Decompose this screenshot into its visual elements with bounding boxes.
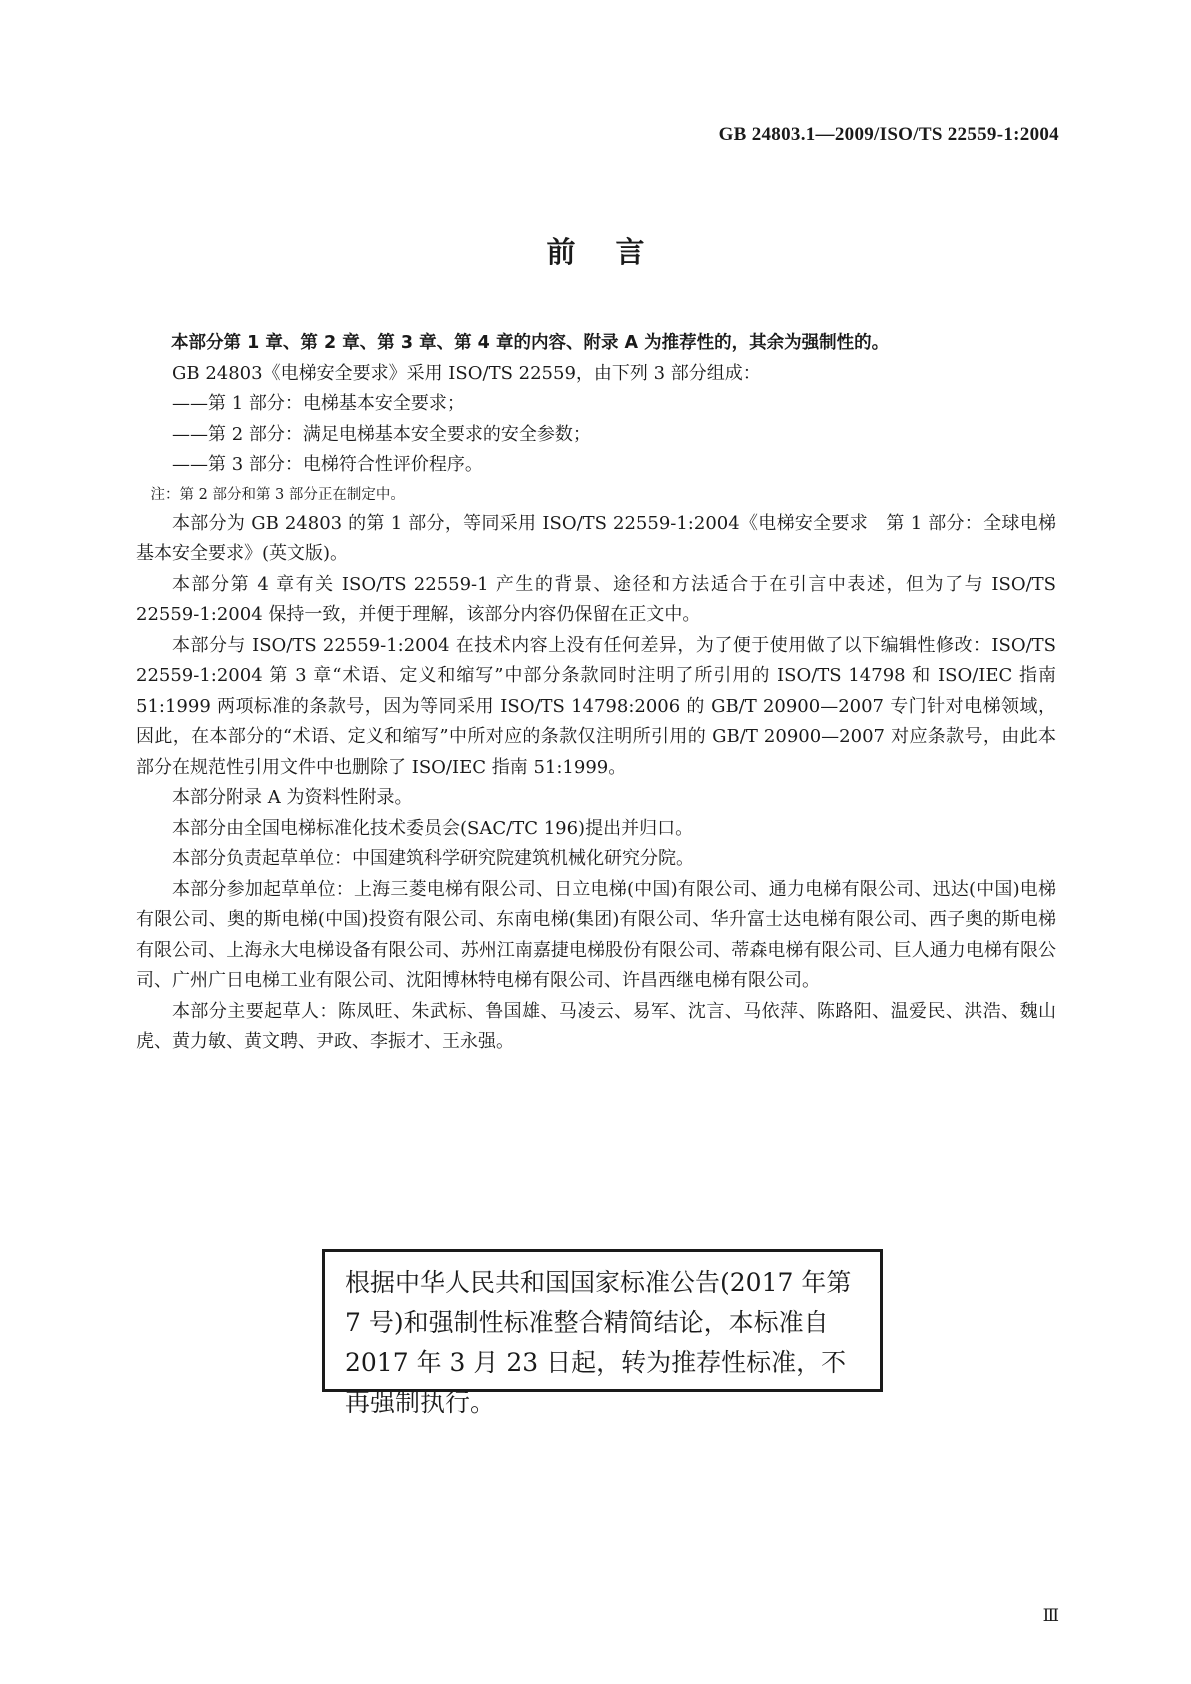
paragraph: 本部分负责起草单位：中国建筑科学研究院建筑机械化研究分院。 xyxy=(172,848,694,869)
list-item: ——第 2 部分：满足电梯基本安全要求的安全参数； xyxy=(172,423,591,445)
page-title: 前言 xyxy=(546,235,685,269)
list-item: ——第 1 部分：电梯基本安全要求； xyxy=(172,393,465,414)
paragraph: GB 24803《电梯安全要求》采用 ISO/TS 22559，由下列 3 部分组成： xyxy=(172,362,761,384)
standard-code: GB 24803.1—2009/ISO/TS 22559-1:2004 xyxy=(718,124,1059,145)
paragraph: 本部分主要起草人：陈凤旺、朱武标、鲁国雄、马凌云、易军、沈言、马依萍、陈路阳、温爱民、洪浩、魏山虎、黄力敏、黄文聘、尹政、李振才、王永强。 xyxy=(136,1000,1056,1052)
body-text xyxy=(136,328,1056,1058)
scope-statement: 本部分第 1 章、第 2 章、第 3 章、第 4 章的内容、附录 A 为推荐性的，其余为强制性的。 xyxy=(171,333,890,353)
list-item: ——第 3 部分：电梯符合性评价程序。 xyxy=(172,454,483,475)
notice-text: 根据中华人民共和国国家标准公告(2017 年第 7 号)和强制性标准整合精简结论，本标准自 2017 年 3 月 23 日起，转为推荐性标准，不再强制执行。 xyxy=(345,1268,852,1417)
paragraph: 本部分参加起草单位：上海三菱电梯有限公司、日立电梯(中国)有限公司、通力电梯有限公司、迅达(中国)电梯有限公司、奥的斯电梯(中国)投资有限公司、东南电梯(集团)有限公司、华升富士达电梯有限公司、西子奥的斯电梯有限公司、上海永大电梯设备有限公司、苏州江南嘉捷电梯股份有限公司、蒂森电梯有限公司、巨人通力电梯有限公司、广州广日电梯工业有限公司、沈阳博林特电梯有限公司、许昌西继电梯有限公司。 xyxy=(136,878,1056,991)
note: 注：第 2 部分和第 3 部分正在制定中。 xyxy=(150,486,405,503)
notice-box xyxy=(322,1249,883,1417)
paragraph: 本部分由全国电梯标准化技术委员会(SAC/TC 196)提出并归口。 xyxy=(172,817,694,839)
paragraph: 本部分与 ISO/TS 22559-1:2004 在技术内容上没有任何差异，为了便于使用做了以下编辑性修改：ISO/TS 22559-1:2004 第 3 章“术语、定义和缩写”中部分条款同时注明了所引用的 ISO/TS 14798 和 ISO/IEC 指南 51:1999 两项标准的条款号，因为等同采用 ISO/TS 14798:2006 的 GB/T 20900—2007 专门针对电梯领域，因此，在本部分的“术语、定义和缩写”中所对应的条款仅注明所引用的 GB/T 20900—2007 对应条款号，由此本部分在规范性引用文件中也删除了 ISO/IEC 指南 51:1999。 xyxy=(136,634,1056,778)
paragraph: 本部分第 4 章有关 ISO/TS 22559-1 产生的背景、途径和方法适合于在引言中表述，但为了与 ISO/TS 22559-1:2004 保持一致，并便于理解，该部分内容仍保留在正文中。 xyxy=(136,573,1056,625)
page-number: Ⅲ xyxy=(1042,1606,1059,1625)
paragraph: 本部分附录 A 为资料性附录。 xyxy=(172,787,413,808)
paragraph: 本部分为 GB 24803 的第 1 部分，等同采用 ISO/TS 22559-1:2004《电梯安全要求 第 1 部分：全球电梯基本安全要求》(英文版)。 xyxy=(136,512,1056,564)
